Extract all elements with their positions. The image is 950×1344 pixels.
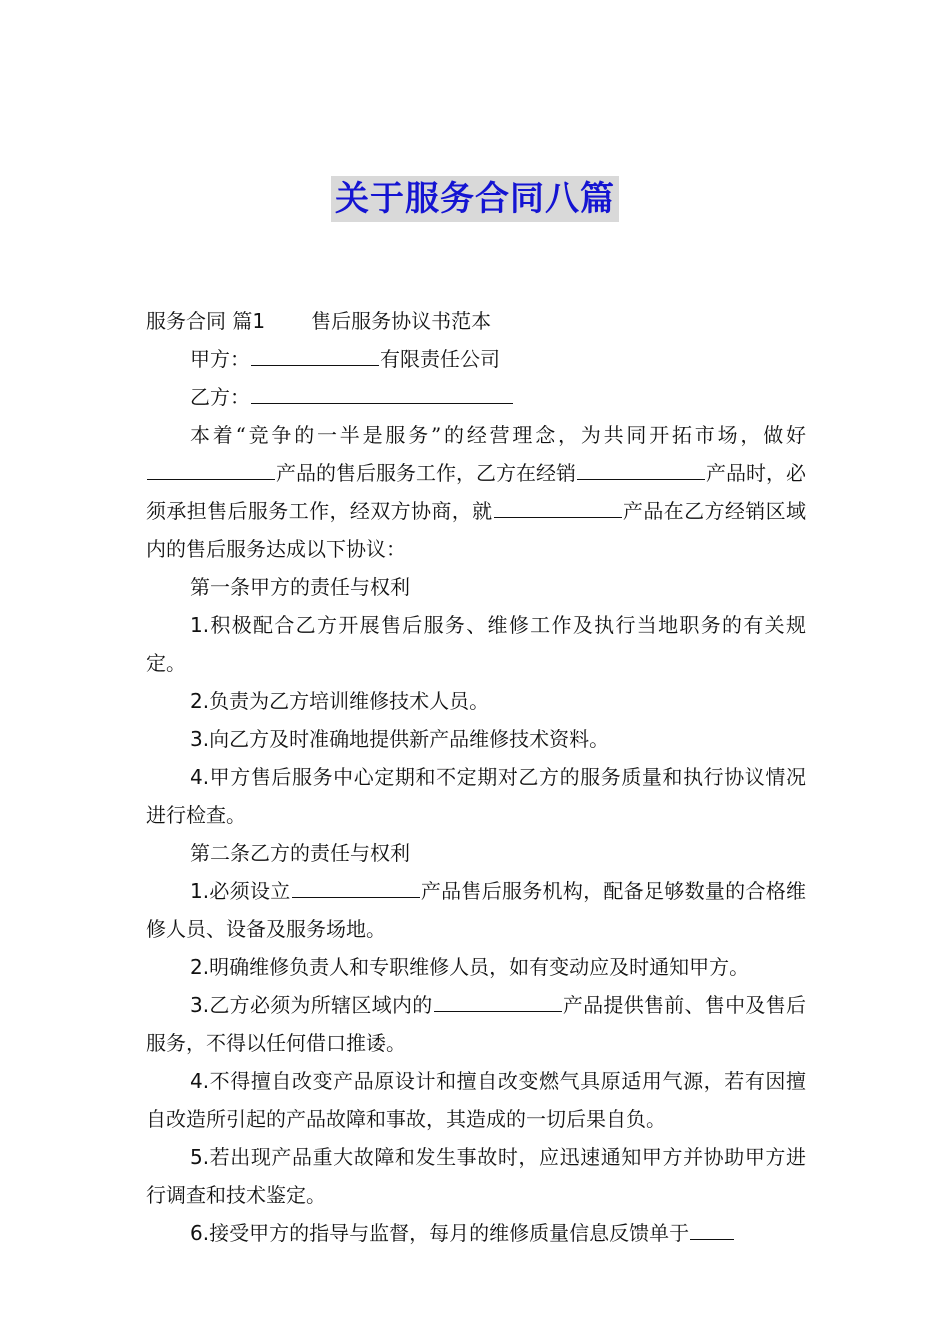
document-body (146, 302, 806, 1252)
intro-blank-1 (147, 457, 275, 480)
item-text-post: 产品提供售前、售中及售后服务，不得以任何借口推诿。 (146, 993, 806, 1055)
item-number: 3. (190, 993, 210, 1017)
item-text-post: 产品售后服务机构，配备足够数量的合格维修人员、设备及服务场地。 (146, 879, 807, 941)
heading-line (146, 302, 806, 340)
party-b-blank (251, 381, 513, 404)
item-blank (690, 1217, 734, 1240)
article1-item (146, 758, 806, 834)
party-a-line (146, 340, 806, 378)
article2-item (146, 948, 806, 986)
article1-item (146, 606, 806, 682)
item-text: 负责为乙方培训维修技术人员。 (209, 689, 490, 713)
item-number: 1. (190, 879, 210, 903)
document-title: 关于服务合同八篇 (331, 176, 619, 222)
party-a-blank (251, 343, 379, 366)
article2-heading: 第二条乙方的责任与权利 (190, 841, 410, 865)
item-number: 5. (190, 1145, 210, 1169)
item-number: 2. (190, 955, 210, 979)
item-blank (292, 875, 420, 898)
item-text: 若出现产品重大故障和发生事故时，应迅速通知甲方并协助甲方进行调查和技术鉴定。 (146, 1145, 806, 1207)
article2-item (146, 1138, 806, 1214)
intro-blank-3 (494, 495, 622, 518)
item-text-pre: 必须设立 (209, 879, 291, 903)
item-number: 6. (190, 1221, 210, 1245)
item-text: 明确维修负责人和专职维修人员，如有变动应及时通知甲方。 (209, 955, 750, 979)
intro-paragraph (146, 416, 806, 568)
article2-item (146, 872, 806, 948)
item-text: 甲方售后服务中心定期和不定期对乙方的服务质量和执行协议情况进行检查。 (146, 765, 806, 827)
article2-item (146, 1214, 806, 1252)
item-number: 4. (190, 1069, 210, 1093)
party-a-label: 甲方： (190, 347, 250, 371)
section-number: 1 (252, 309, 266, 333)
intro-part2: 产品的售后服务工作，乙方在经销 (276, 461, 576, 485)
item-number: 1. (190, 613, 210, 637)
title-wrap (0, 176, 950, 222)
article1-item (146, 720, 806, 758)
party-a-suffix: 有限责任公司 (380, 347, 500, 371)
intro-part1: 本着“竞争的一半是服务”的经营理念，为共同开拓市场，做好 (190, 423, 806, 447)
item-blank (434, 989, 562, 1012)
item-text: 积极配合乙方开展售后服务、维修工作及执行当地职务的有关规定。 (146, 613, 806, 675)
party-b-line (146, 378, 806, 416)
item-text: 接受甲方的指导与监督，每月的维修质量信息反馈单于 (209, 1221, 690, 1245)
article2-item (146, 986, 806, 1062)
intro-part4: 产品在乙方经销区域内的售后服务达成以下协议： (146, 499, 807, 561)
item-text: 不得擅自改变产品原设计和擅自改变燃气具原适用气源，若有因擅自改造所引起的产品故障和事故，其造成的一切后果自负。 (146, 1069, 806, 1131)
item-text: 向乙方及时准确地提供新产品维修技术资料。 (209, 727, 610, 751)
article2-item (146, 1062, 806, 1138)
section-subtitle: 售后服务协议书范本 (311, 309, 492, 333)
section-label: 服务合同 篇 (146, 309, 253, 333)
article1-heading: 第一条甲方的责任与权利 (190, 575, 410, 599)
item-number: 2. (190, 689, 210, 713)
item-text-pre: 乙方必须为所辖区域内的 (209, 993, 433, 1017)
party-b-label: 乙方： (190, 385, 250, 409)
intro-blank-2 (577, 457, 705, 480)
item-number: 4. (190, 765, 210, 789)
item-number: 3. (190, 727, 210, 751)
intro-part3: 产品时，必须承担售后服务工作，经双方协商，就 (146, 461, 806, 523)
article1-item (146, 682, 806, 720)
